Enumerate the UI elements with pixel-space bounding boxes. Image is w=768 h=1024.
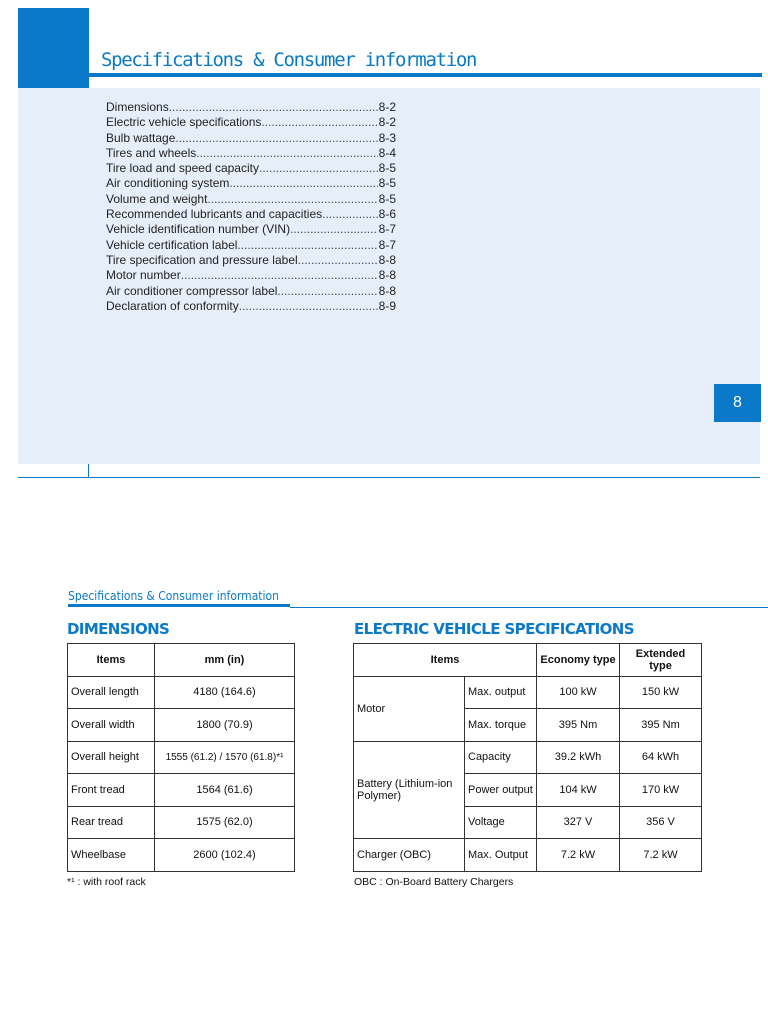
ev-economy-value: 100 kW [537,676,620,709]
table-row [68,839,295,872]
toc-leader-dots [239,299,378,313]
ev-economy-value: 104 kW [537,774,620,807]
toc-entry-page: 8-6 [378,207,396,222]
toc-entry-label: Tires and wheels [106,145,197,160]
table-row [354,676,702,709]
ev-item: Max. output [465,676,537,709]
ev-economy-value: 39.2 kWh [537,741,620,774]
ev-item: Max. torque [465,709,537,742]
chapter-title-rule [89,73,762,77]
chapter-title: Specifications & Consumer information [101,49,477,71]
toc-entry-page: 8-7 [378,222,396,237]
chapter-number-tab[interactable]: 8 [714,384,761,422]
dimensions-header-mm: mm (in) [155,644,295,677]
toc-entry[interactable] [106,192,396,207]
dimension-item: Overall length [68,676,155,709]
toc-leader-dots [181,268,378,282]
toc-leader-dots [229,176,377,190]
toc-entry-page: 8-3 [378,130,396,145]
toc-entry-label: Motor number [106,268,181,283]
ev-specs-table [353,643,702,872]
dimension-item: Wheelbase [68,839,155,872]
toc-leader-dots [322,207,378,221]
toc-entry-page: 8-8 [378,252,396,267]
toc-entry[interactable] [106,238,396,253]
toc-entry-page: 8-9 [378,298,396,313]
table-of-contents [106,100,396,314]
toc-entry-page: 8-5 [378,191,396,206]
dimension-item: Rear tread [68,806,155,839]
toc-leader-dots [298,253,378,267]
dimension-value: 4180 (164.6) [155,676,295,709]
toc-entry[interactable] [106,146,396,161]
toc-entry[interactable] [106,268,396,283]
chapter-bottom-rule [18,477,760,478]
dimensions-header-items: Items [68,644,155,677]
toc-leader-dots [169,100,378,114]
ev-header-extended: Extended type [620,644,702,677]
ev-header-items: Items [354,644,537,677]
ev-item: Power output [465,774,537,807]
toc-leader-dots [290,222,378,236]
toc-entry-label: Dimensions [106,100,169,114]
toc-leader-dots [237,238,377,252]
toc-entry[interactable] [106,253,396,268]
toc-entry[interactable] [106,100,396,115]
dimension-value: 1564 (61.6) [155,774,295,807]
dimension-item: Front tread [68,774,155,807]
toc-entry-page: 8-8 [378,268,396,283]
running-header: Specifications & Consumer information [68,589,279,603]
toc-entry[interactable] [106,131,396,146]
table-row [68,676,295,709]
toc-leader-dots [207,192,377,206]
table-row [68,709,295,742]
ev-header-economy: Economy type [537,644,620,677]
toc-entry-page: 8-2 [378,115,396,130]
table-row [354,839,702,872]
ev-extended-value: 64 kWh [620,741,702,774]
ev-extended-value: 170 kW [620,774,702,807]
toc-entry-page: 8-5 [378,161,396,176]
dimension-value: 1575 (62.0) [155,806,295,839]
ev-specs-heading: ELECTRIC VEHICLE SPECIFICATIONS [354,620,634,638]
ev-extended-value: 7.2 kW [620,839,702,872]
ev-economy-value: 395 Nm [537,709,620,742]
toc-entry-label: Vehicle certification label [106,237,238,252]
ev-group-battery: Battery (Lithium-ion Polymer) [354,741,465,839]
ev-extended-value: 356 V [620,806,702,839]
toc-leader-dots [175,131,377,145]
toc-entry[interactable] [106,207,396,222]
toc-leader-dots [196,146,377,160]
dimension-value: 1555 (61.2) / 1570 (61.8)*¹ [155,741,295,774]
ev-extended-value: 395 Nm [620,709,702,742]
dimension-item: Overall width [68,709,155,742]
running-header-rule-thin [290,607,768,608]
ev-extended-value: 150 kW [620,676,702,709]
toc-entry[interactable] [106,161,396,176]
toc-entry-label: Volume and weight [106,191,208,206]
ev-economy-value: 327 V [537,806,620,839]
table-row [68,774,295,807]
dimension-value: 2600 (102.4) [155,839,295,872]
toc-leader-dots [277,284,377,298]
ev-group-motor: Motor [354,676,465,741]
toc-entry[interactable] [106,284,396,299]
dimensions-footnote: *¹ : with roof rack [67,876,146,888]
toc-entry-label: Tire specification and pressure label [106,252,298,267]
toc-leader-dots [261,115,377,129]
toc-entry[interactable] [106,222,396,237]
toc-entry-label: Recommended lubricants and capacities [106,207,323,222]
toc-entry[interactable] [106,176,396,191]
toc-entry-label: Air conditioner compressor label [106,283,278,298]
toc-entry-page: 8-2 [378,100,396,114]
dimension-value: 1800 (70.9) [155,709,295,742]
toc-entry-page: 8-8 [378,283,396,298]
toc-entry-page: 8-5 [378,176,396,191]
running-header-rule [68,604,290,607]
table-row [68,741,295,774]
toc-entry-label: Bulb wattage [106,130,176,145]
ev-economy-value: 7.2 kW [537,839,620,872]
toc-entry[interactable] [106,115,396,130]
toc-leader-dots [259,161,378,175]
toc-entry-label: Vehicle identification number (VIN) [106,222,291,237]
table-row [68,806,295,839]
ev-specs-footnote: OBC : On-Board Battery Chargers [354,876,514,888]
dimensions-heading: DIMENSIONS [67,620,170,638]
ev-group-charger: Charger (OBC) [354,839,465,872]
ev-item: Voltage [465,806,537,839]
ev-item: Max. Output [465,839,537,872]
toc-entry-label: Electric vehicle specifications [106,115,262,130]
toc-entry[interactable] [106,299,396,314]
table-row [354,741,702,774]
toc-entry-label: Air conditioning system [106,176,230,191]
toc-entry-label: Declaration of conformity [106,298,239,313]
toc-entry-label: Tire load and speed capacity [106,161,259,176]
dimension-item: Overall height [68,741,155,774]
dimensions-table [67,643,295,872]
ev-item: Capacity [465,741,537,774]
toc-entry-page: 8-4 [378,145,396,160]
toc-entry-page: 8-7 [378,237,396,252]
chapter-color-block [18,8,89,88]
